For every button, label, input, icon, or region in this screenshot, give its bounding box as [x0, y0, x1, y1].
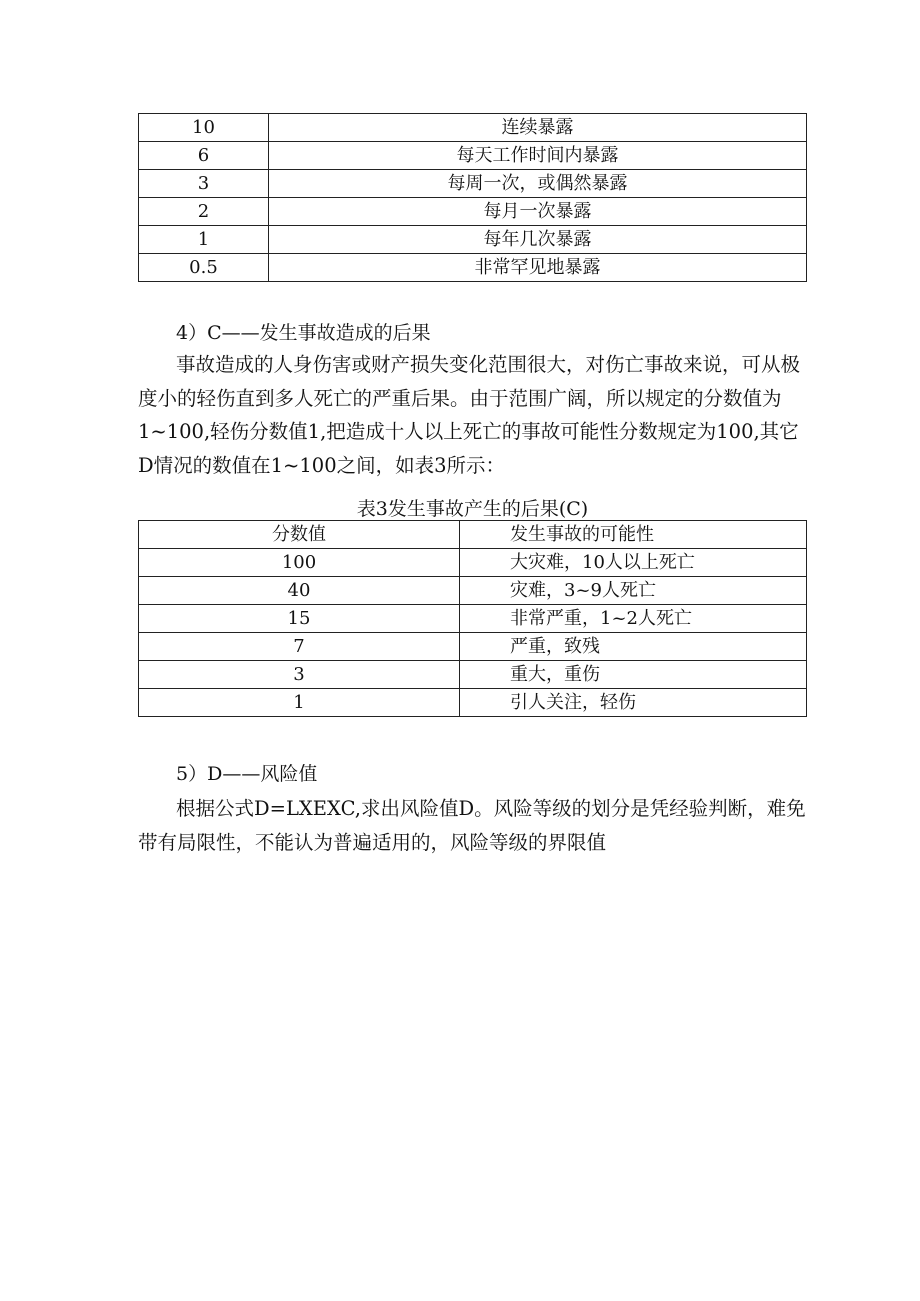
table-header-row [139, 521, 807, 549]
score-cell: 3 [139, 170, 269, 198]
score-cell: 0.5 [139, 254, 269, 282]
description-cell: 引人关注，轻伤 [460, 689, 807, 717]
section-d-heading: 5）D——风险值 [176, 763, 318, 785]
table-row [139, 605, 807, 633]
description-cell: 重大，重伤 [460, 661, 807, 689]
score-cell: 15 [139, 605, 460, 633]
header-description-cell: 发生事故的可能性 [460, 521, 807, 549]
consequence-table [138, 520, 807, 717]
description-cell: 每年几次暴露 [269, 226, 807, 254]
description-cell: 灾难，3~9人死亡 [460, 577, 807, 605]
description-cell: 非常严重，1~2人死亡 [460, 605, 807, 633]
score-cell: 40 [139, 577, 460, 605]
description-cell: 每天工作时间内暴露 [269, 142, 807, 170]
score-cell: 10 [139, 114, 269, 142]
table-row [139, 577, 807, 605]
section-c-paragraph: 事故造成的人身伤害或财产损失变化范围很大，对伤亡事故来说，可从极度小的轻伤直到多人死亡的严重后果。由于范围广阔，所以规定的分数值为1~100,轻伤分数值1,把造成十人以上死亡的事故可能性分数规定为100,其它D情况的数值在1~100之间，如表3所示： [138, 353, 801, 477]
score-cell: 6 [139, 142, 269, 170]
score-cell: 1 [139, 226, 269, 254]
table-row [139, 633, 807, 661]
description-cell: 大灾难，10人以上死亡 [460, 549, 807, 577]
table-row [139, 198, 807, 226]
description-cell: 非常罕见地暴露 [269, 254, 807, 282]
table3-caption: 表3发生事故产生的后果(C) [356, 498, 589, 520]
description-cell: 每月一次暴露 [269, 198, 807, 226]
table-row [139, 689, 807, 717]
description-cell: 严重，致残 [460, 633, 807, 661]
table-row [139, 254, 807, 282]
table-row [139, 142, 807, 170]
score-cell: 1 [139, 689, 460, 717]
description-cell: 每周一次，或偶然暴露 [269, 170, 807, 198]
table-row [139, 114, 807, 142]
table-row [139, 661, 807, 689]
score-cell: 3 [139, 661, 460, 689]
table-row [139, 170, 807, 198]
score-cell: 2 [139, 198, 269, 226]
description-cell: 连续暴露 [269, 114, 807, 142]
exposure-frequency-table [138, 113, 807, 282]
table-row [139, 226, 807, 254]
header-score-cell: 分数值 [139, 521, 460, 549]
section-d-paragraph: 根据公式D=LXEXC,求出风险值D。风险等级的划分是凭经验判断，难免带有局限性，不能认为普遍适用的，风险等级的界限值 [138, 797, 806, 854]
table-row [139, 549, 807, 577]
score-cell: 7 [139, 633, 460, 661]
score-cell: 100 [139, 549, 460, 577]
section-c-heading: 4）C——发生事故造成的后果 [176, 322, 431, 344]
